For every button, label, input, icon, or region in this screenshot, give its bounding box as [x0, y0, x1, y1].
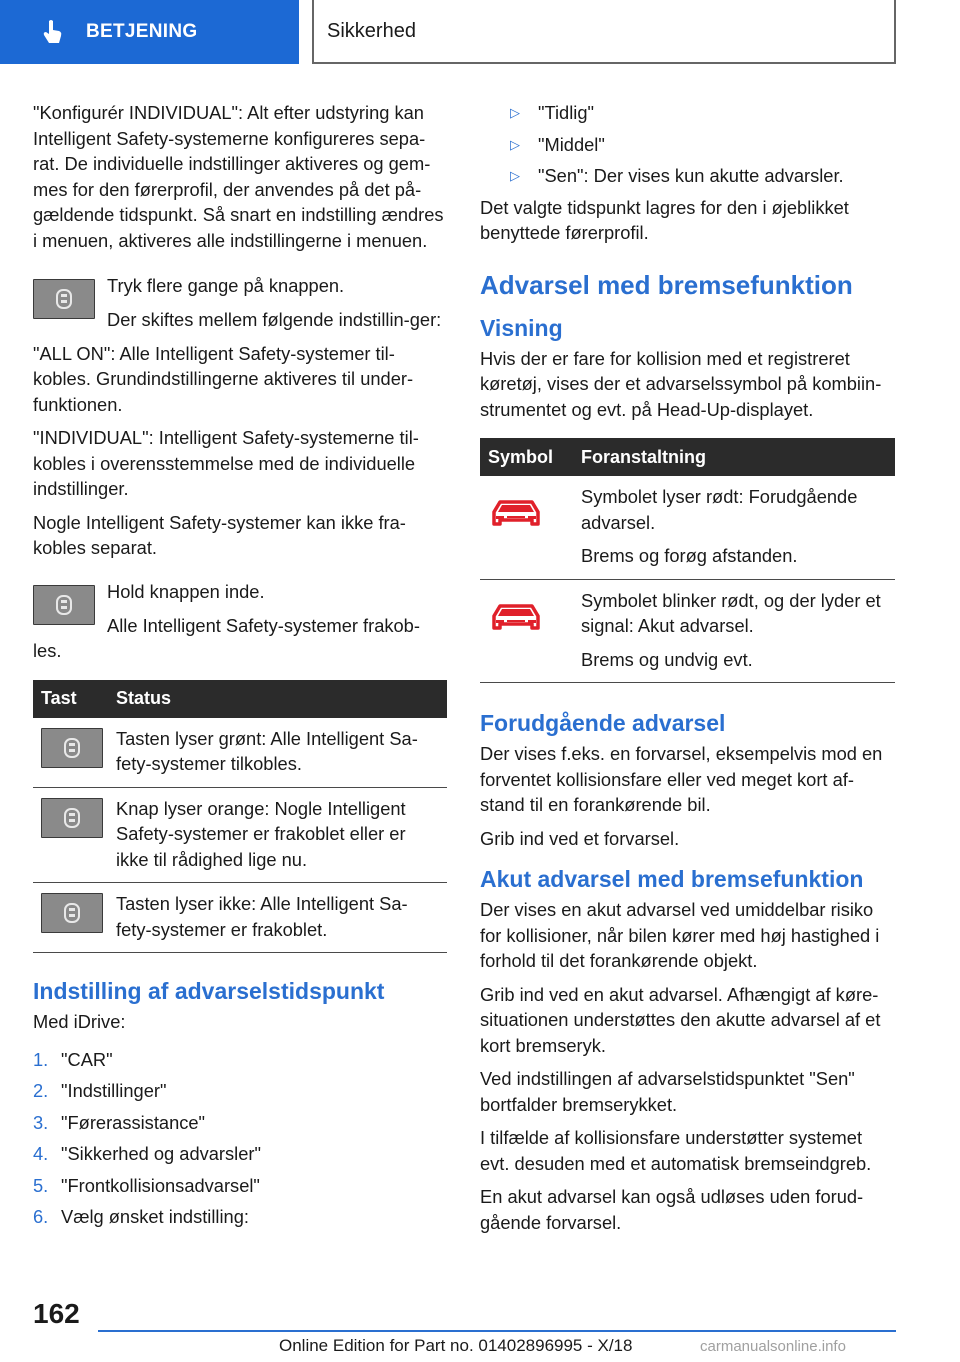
intelligent-safety-button-icon	[41, 893, 103, 933]
footer-edition: Online Edition for Part no. 01402896995 - X/18	[279, 1336, 633, 1355]
triangle-right-icon: ▷	[510, 105, 520, 120]
subsection-label: Sikkerhed	[327, 19, 416, 42]
symbol-table	[480, 438, 895, 683]
page-number: 162	[33, 1298, 80, 1329]
list-item: ▷ "Tidlig"	[480, 100, 895, 126]
footer-divider	[98, 1330, 896, 1332]
section-label: BETJENING	[86, 21, 198, 42]
heading-display: Visning	[480, 314, 563, 341]
late-setting-note: Ved indstillingen af advarselstidspunktet "Sen" bortfalder bremserykket.	[480, 1068, 855, 1115]
col-symbol: Symbol	[480, 438, 573, 476]
page-header	[0, 0, 960, 66]
subsection-tab	[312, 0, 896, 64]
status-table	[33, 680, 447, 954]
idrive-label: Med iDrive:	[33, 1011, 126, 1032]
measure-action: Brems og forøg afstanden.	[581, 545, 798, 566]
list-item: 6. Vælg ønsket indstilling:	[33, 1206, 249, 1227]
acute-warning-action: Grib ind ved en akut advarsel. Afhængigt af køre-situationen understøttes den akutte advarsel af et kort bremseryk.	[480, 983, 881, 1056]
triangle-right-icon: ▷	[510, 168, 520, 183]
intelligent-safety-button-icon	[41, 798, 103, 838]
saved-note: Det valgte tidspunkt lagres for den i øjeblikket benyttede førerprofil.	[480, 196, 849, 243]
press-repeat-block	[33, 273, 447, 313]
col-measure: Foranstaltning	[573, 438, 895, 476]
intelligent-safety-button-icon	[33, 585, 95, 625]
table-row	[480, 579, 895, 683]
status-text: Tasten lyser ikke: Alle Intelligent Sa-fety-systemer er frakoblet.	[116, 893, 408, 940]
car-collision-warning-icon	[490, 619, 542, 640]
right-column	[480, 100, 895, 1243]
status-text: Tasten lyser grønt: Alle Intelligent Sa-fety-systemer tilkobles.	[116, 727, 418, 774]
pre-warning-text: Der vises f.eks. en forvarsel, eksempelvis mod en forventet kollisionsfare eller ved meget kort af-stand til en forankørende bil.	[480, 743, 883, 815]
measure-text: Symbolet blinker rødt, og der lyder et signal: Akut advarsel.	[581, 589, 881, 636]
some-systems-text: Nogle Intelligent Safety-systemer kan ikke fra-kobles separat.	[33, 511, 406, 558]
list-item: 2. "Indstillinger"	[33, 1080, 167, 1101]
col-status: Status	[108, 680, 447, 718]
pre-warning-action: Grib ind ved et forvarsel.	[480, 827, 680, 849]
timing-options	[480, 100, 895, 189]
measure-text: Symbolet lyser rødt: Forudgående advarsel.	[581, 486, 858, 533]
all-off-text: Alle Intelligent Safety-systemer frakob-les.	[33, 614, 420, 661]
section-tab	[0, 0, 299, 64]
table-row	[33, 787, 447, 883]
press-repeat-text: Tryk flere gange på knappen.	[107, 275, 345, 296]
col-key: Tast	[33, 680, 108, 718]
heading-brake-warning: Advarsel med bremsefunktion	[480, 269, 853, 300]
list-item: ▷ "Sen": Der vises kun akutte advarsler.	[480, 163, 895, 189]
all-on-text: "ALL ON": Alle Intelligent Safety-systemer til-kobles. Grundindstillingerne aktiveres til under-funktionen.	[33, 342, 414, 415]
list-item: 3. "Førerassistance"	[33, 1111, 206, 1133]
toggle-intro: Der skiftes mellem følgende indstillin-ger:	[107, 309, 442, 330]
no-pre-warning-text: En akut advarsel kan også udløses uden forud-gående forvarsel.	[480, 1186, 864, 1233]
hold-button-block	[33, 579, 447, 619]
measure-action: Brems og undvig evt.	[581, 648, 753, 670]
list-item: 1. "CAR"	[33, 1048, 113, 1070]
auto-brake-text: I tilfælde af kollisionsfare understøtter systemet evt. desuden med et automatisk bremseindgreb.	[480, 1127, 872, 1174]
status-text: Knap lyser orange: Nogle Intelligent Safety-systemer er frakoblet eller er ikke til rådighed lige nu.	[116, 797, 406, 870]
individual-text: "INDIVIDUAL": Intelligent Safety-systemerne til-kobles i overensstemmelse med de individuelle indstillinger.	[33, 427, 419, 499]
left-column	[33, 100, 447, 1236]
hand-pointer-icon	[40, 19, 66, 45]
list-item: 4. "Sikkerhed og advarsler"	[33, 1143, 261, 1164]
acute-warning-text: Der vises en akut advarsel ved umiddelbar risiko for kollisioner, når bilen kører med høj hastighed i forhold til det forankørende objekt.	[480, 899, 880, 971]
watermark: carmanualsonline.info	[700, 1338, 846, 1355]
car-collision-warning-icon	[490, 515, 542, 536]
hold-button-text: Hold knappen inde.	[107, 580, 265, 602]
intelligent-safety-button-icon	[33, 279, 95, 319]
table-row	[33, 718, 447, 788]
intro-paragraph: "Konfigurér INDIVIDUAL": Alt efter udstyring kan Intelligent Safety-systemerne konfigureres sepa-rat. De individuelle indstillinger aktiveres og gem-mes for den førerprofil, der anvendes på det på-gældende tidspunkt. Så snart en indstilling ændres i menuen, aktiveres alle indstillingerne i menuen.	[33, 102, 444, 251]
triangle-right-icon: ▷	[510, 136, 520, 152]
heading-acute-warning: Akut advarsel med bremsefunktion	[480, 866, 864, 892]
table-row	[33, 883, 447, 953]
list-item: 5. "Frontkollisionsadvarsel"	[33, 1174, 260, 1196]
heading-pre-warning: Forudgående advarsel	[480, 710, 726, 736]
display-text: Hvis der er fare for kollision med et registreret køretøj, vises der et advarselssymbol på kombiin-strumentet og evt. på Head-Up-displayet.	[480, 347, 882, 420]
list-item: ▷ "Middel"	[480, 132, 895, 158]
table-row	[480, 476, 895, 579]
heading-warning-timing: Indstilling af advarselstidspunkt	[33, 978, 385, 1004]
intelligent-safety-button-icon	[41, 728, 103, 768]
idrive-steps	[33, 1047, 447, 1230]
